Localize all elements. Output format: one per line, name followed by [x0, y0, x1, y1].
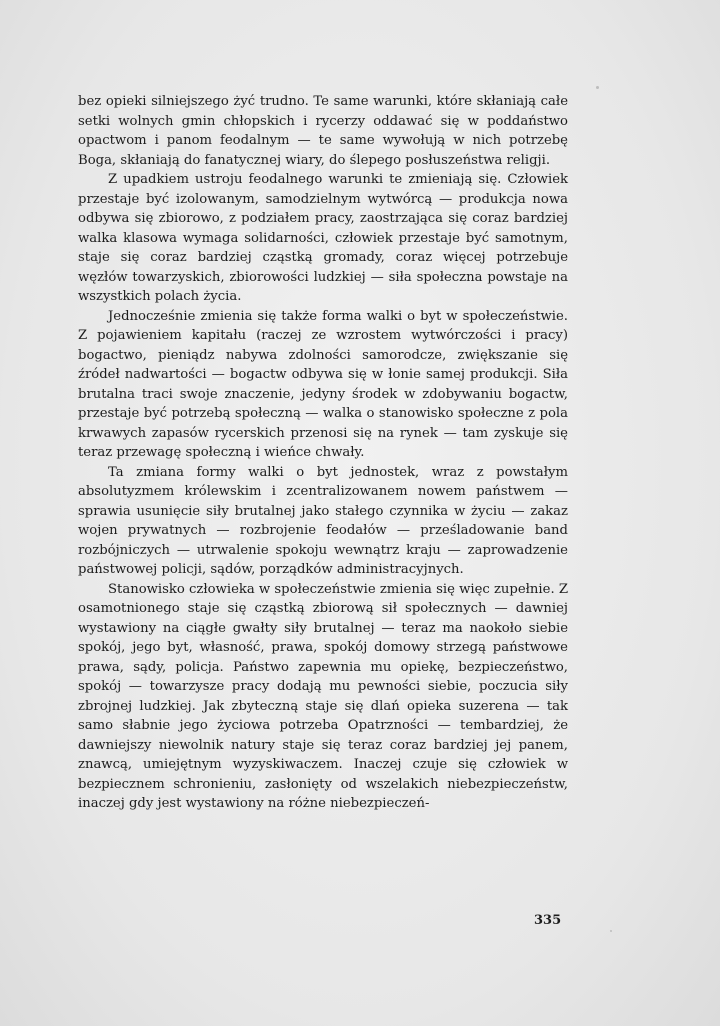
paragraph-3: Jednocześnie zmienia się także forma walki o byt w społeczeństwie. Z pojawieniem kapitału (raczej ze wzrostem wytwórczości i pracy) bogactwo, pieniądz nabywa zdolności samorodcze, zwiększanie się źródeł nadwartości — bogactw odbywa się w łonie samej produkcji. Siła brutalna traci swoje znaczenie, jedyny środek w zdobywaniu bogactw, przestaje być potrzebą społeczną — walka o stanowisko społeczne z pola krwawych zapasów rycerskich przenosi się na rynek — tam zyskuje się teraz przewagę społeczną i wieńce chwały.	[78, 308, 568, 460]
body-text	[78, 92, 568, 814]
paragraph-5: Stanowisko człowieka w społeczeństwie zmienia się więc zupełnie. Z osamotnionego staje się cząstką zbiorową sił społecznych — dawniej wystawiony na ciągłe gwałty siły brutalnej — teraz ma naokoło siebie spokój, jego byt, własność, prawa, spokój domowy strzegą państwowe prawa, sądy, policja. Państwo zapewnia mu opiekę, bezpieczeństwo, spokój — towarzysze pracy dodają mu pewności siebie, poczucia siły zbrojnej ludzkiej. Jak zbyteczną staje się dlań opieka suzerena — tak samo słabnie jego życiowa potrzeba Opatrzności — tembardziej, że dawniejszy niewolnik natury staje się teraz coraz bardziej jej panem, znawcą, umiejętnym wyzyskiwaczem. Inaczej czuje się człowiek w bezpiecznem schronieniu, zasłonięty od wszelakich niebezpieczeństw, inaczej gdy jest wystawiony na różne niebezpieczeń-	[78, 581, 568, 811]
paragraph-4: Ta zmiana formy walki o byt jednostek, wraz z powstałym absolutyzmem królewskim i zcentralizowanem nowem państwem — sprawia usunięcie siły brutalnej jako stałego czynnika w życiu — zakaz wojen prywatnych — rozbrojenie feodałów — prześladowanie band rozbójniczych — utrwalenie spokoju wewnątrz kraju — zaprowadzenie państwowej policji, sądów, porządków administracyjnych.	[78, 464, 568, 577]
page-number: 335	[534, 913, 562, 928]
paper-speck	[610, 930, 612, 932]
paragraph-1: bez opieki silniejszego żyć trudno. Te same warunki, które skłaniają całe setki wolnych gmin chłopskich i rycerzy oddawać się w poddaństwo opactwom i panom feodalnym — te same wywołują w nich potrzebę Boga, skłaniają do fanatycznej wiary, do ślepego posłuszeństwa religji.	[78, 94, 568, 168]
paper-speck	[596, 86, 599, 89]
paragraph-2: Z upadkiem ustroju feodalnego warunki te zmieniają się. Człowiek przestaje być izolowanym, samodzielnym wytwórcą — produkcja nowa odbywa się zbiorowo, z podziałem pracy, zaostrzająca się coraz bardziej walka klasowa wymaga solidarności, człowiek przestaje być samotnym, staje się coraz bardziej cząstką gromady, coraz więcej potrzebuje węzłów towarzyskich, zbiorowości ludzkiej — siła społeczna powstaje na wszystkich polach życia.	[78, 172, 568, 304]
